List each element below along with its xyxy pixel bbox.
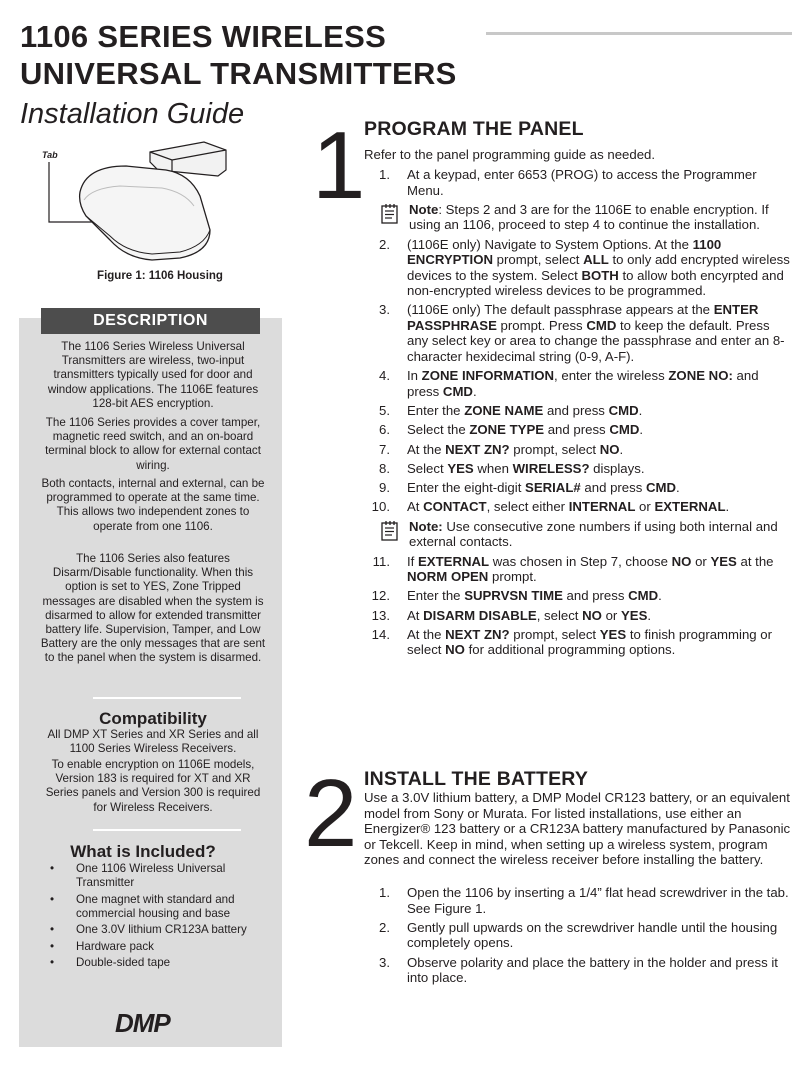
step-text: At the NEXT ZN? prompt, select NO. — [407, 441, 624, 457]
sidebar-divider — [93, 829, 241, 831]
sidebar-divider — [93, 697, 241, 699]
step-item — [364, 920, 794, 951]
step-number: 13. — [371, 607, 390, 623]
step-text: Select the ZONE TYPE and press CMD. — [407, 422, 644, 438]
compatibility-paragraph: To enable encryption on 1106E models, Version 183 is required for XT and XR Series panels and Version 300 is required for Wireless Receivers. — [45, 758, 261, 814]
description-heading: DESCRIPTION — [41, 308, 260, 334]
step-text: At the NEXT ZN? prompt, select YES to finish programming or select NO for additional programming options. — [407, 626, 773, 658]
step-item — [364, 480, 794, 496]
step-item — [364, 554, 794, 585]
note-text: Note: Steps 2 and 3 are for the 1106E to enable encryption. If using an 1106, proceed to step 4 to continue the installation. — [409, 201, 769, 233]
step-item — [364, 955, 794, 986]
step-item — [364, 368, 794, 399]
section-title: PROGRAM THE PANEL — [364, 118, 584, 140]
step-item — [364, 627, 794, 658]
list-item: • One magnet with standard and commercial housing and base — [46, 893, 276, 921]
step-number: 12. — [371, 588, 390, 604]
step-item — [364, 588, 794, 604]
step-number: 14. — [371, 626, 390, 642]
step-item — [364, 422, 794, 438]
step-text: Open the 1106 by inserting a 1/4” flat head screwdriver in the tab. See Figure 1. — [407, 885, 789, 916]
step-number: 6. — [379, 422, 390, 438]
transmitter-housing — [80, 166, 210, 260]
step-item — [364, 608, 794, 624]
program-steps-list — [364, 167, 794, 662]
title-line-1: 1106 SERIES WIRELESS — [20, 19, 387, 54]
page-subtitle: Installation Guide — [20, 98, 245, 130]
section-intro: Refer to the panel programming guide as needed. — [364, 147, 656, 162]
step-number: 2. — [379, 919, 390, 935]
compatibility-heading: Compatibility — [99, 709, 207, 728]
section-title: INSTALL THE BATTERY — [364, 768, 589, 790]
step-text: Enter the ZONE NAME and press CMD. — [407, 402, 643, 418]
step-text: Select YES when WIRELESS? displays. — [407, 460, 645, 476]
description-paragraph: The 1106 Series provides a cover tamper, magnetic reed switch, and an on-board terminal block to allow for external contact wiring. — [45, 416, 261, 472]
step-item — [364, 403, 794, 419]
section-intro: Use a 3.0V lithium battery, a DMP Model CR123 battery, or an equivalent model from Sony or Murata. For listed installations, use either an Energizer® 123 battery or a CR123A battery manufactured by Panasonic or Tekcell. Keep in mind, when setting up a wireless system, program zones and connect the wireless receiver before installing the battery. — [364, 790, 791, 867]
included-list — [46, 862, 276, 973]
step-number: 10. — [371, 499, 390, 515]
step-text: At a keypad, enter 6653 (PROG) to access the Programmer Menu. — [407, 167, 757, 198]
list-item: • Hardware pack — [46, 940, 276, 954]
step-number: 1. — [379, 167, 390, 182]
step-number: 11. — [372, 553, 390, 569]
list-item: • One 3.0V lithium CR123A battery — [46, 923, 276, 937]
step-item — [364, 167, 794, 198]
step-item — [364, 237, 794, 299]
step-number: 4. — [379, 368, 390, 384]
step-number: 5. — [379, 402, 390, 418]
note-text: Note: Use consecutive zone numbers if using both internal and external contacts. — [409, 518, 778, 550]
step-number: 3. — [379, 302, 390, 318]
step-text: In ZONE INFORMATION, enter the wireless ZONE NO: and press CMD. — [407, 368, 759, 399]
included-heading: What is Included? — [70, 842, 216, 861]
step-text: At DISARM DISABLE, select NO or YES. — [407, 607, 652, 623]
step-text: (1106E only) The default passphrase appears at the ENTER PASSPHRASE prompt. Press CMD to keep the default. Press any select key or area to change the passphrase and enter an 8-character hexidecimal string (0-9, A-F). — [407, 302, 785, 364]
section-number: 1 — [312, 112, 366, 219]
description-paragraph: The 1106 Series Wireless Universal Transmitters are wireless, two-input transmitters typically used for door and window applications. The 1106E features 128-bit AES encryption. — [47, 340, 259, 410]
step-text: If EXTERNAL was chosen in Step 7, choose NO or YES at the NORM OPEN prompt. — [407, 553, 774, 585]
compatibility-paragraph: All DMP XT Series and XR Series and all 1100 Series Wireless Receivers. — [47, 728, 259, 756]
step-number: 7. — [379, 441, 390, 457]
step-number: 9. — [379, 480, 390, 496]
figure-caption: Figure 1: 1106 Housing — [97, 270, 223, 282]
note-icon — [380, 203, 400, 225]
step-item — [364, 461, 794, 477]
note-item — [364, 519, 794, 550]
battery-steps-list — [364, 885, 794, 989]
note-item — [364, 202, 794, 233]
description-paragraph: The 1106 Series also features Disarm/Disable functionality. When this option is set to YES, Zone Tripped messages are disabled when the system is disarmed to allow for extended transmitter battery life. Supervision, Tamper, and Low Battery are the only messages that are sent to the panel when the system is disarmed. — [40, 552, 266, 665]
step-number: 2. — [379, 236, 390, 252]
step-number: 1. — [379, 885, 390, 900]
step-number: 8. — [379, 460, 390, 476]
step-text: (1106E only) Navigate to System Options. At the 1100 ENCRYPTION prompt, select ALL to only add encrypted wireless devices to the system. Select BOTH to allow both encyrpted and non-encrypted wireless devices to be programmed. — [407, 236, 790, 299]
dmp-logo: DMP — [115, 1008, 170, 1038]
note-icon — [380, 520, 400, 542]
step-text: Gently pull upwards on the screwdriver handle until the housing completely opens. — [407, 919, 778, 951]
section-number: 2 — [304, 760, 358, 867]
step-text: Observe polarity and place the battery in the holder and press it into place. — [407, 954, 778, 986]
housing-illustration — [40, 140, 280, 270]
description-paragraph: Both contacts, internal and external, can be programmed to operate at the same time. This allows two independent zones to operate from one 1106. — [41, 477, 265, 533]
step-item — [364, 442, 794, 458]
step-item — [364, 885, 794, 916]
step-number: 3. — [379, 954, 390, 970]
step-text: Enter the SUPRVSN TIME and press CMD. — [407, 588, 662, 604]
step-text: At CONTACT, select either INTERNAL or EXTERNAL. — [407, 499, 730, 515]
title-divider — [486, 32, 792, 35]
step-item — [364, 499, 794, 515]
page-title — [20, 18, 457, 92]
title-line-2: UNIVERSAL TRANSMITTERS — [20, 56, 457, 91]
list-item: • Double-sided tape — [46, 956, 276, 970]
step-item — [364, 302, 794, 364]
tab-label: Tab — [42, 150, 58, 160]
step-text: Enter the eight-digit SERIAL# and press CMD. — [407, 480, 680, 496]
list-item: • One 1106 Wireless Universal Transmitter — [46, 862, 276, 890]
